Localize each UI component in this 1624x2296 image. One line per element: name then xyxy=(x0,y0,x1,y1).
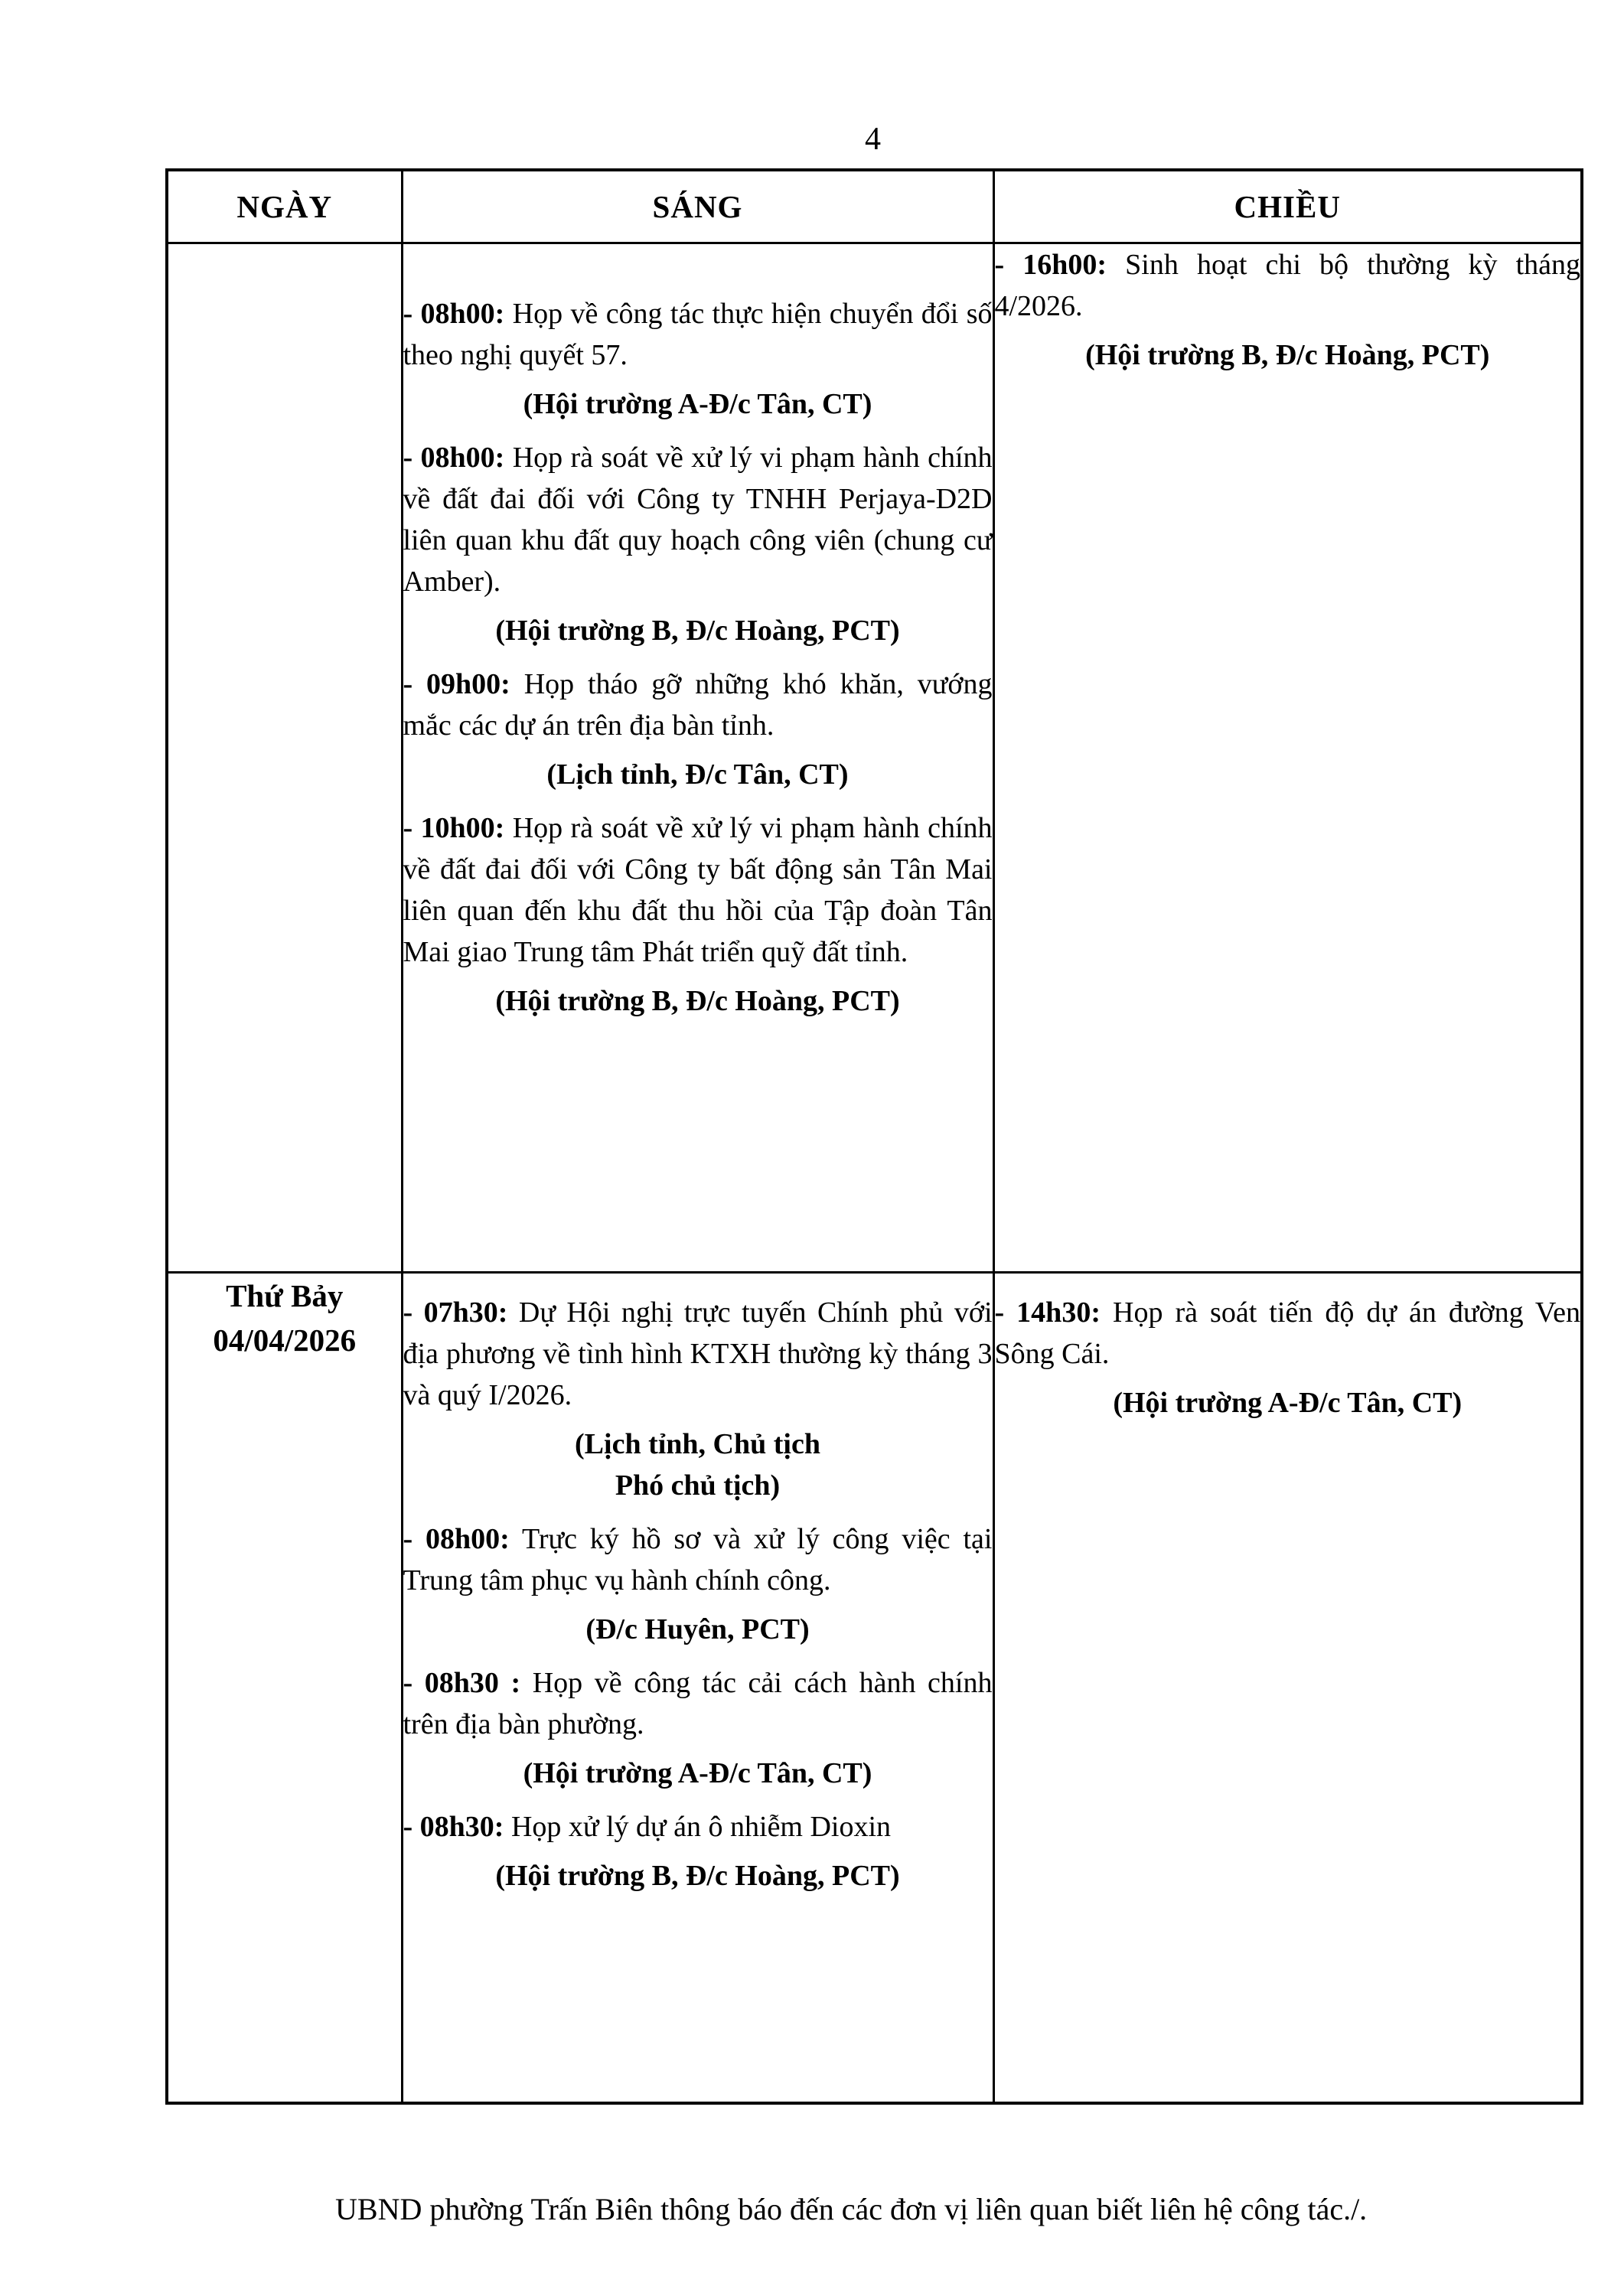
morning-cell-row1 xyxy=(402,243,993,1273)
schedule-entry xyxy=(995,1292,1581,1424)
entry-time: - 08h30 : xyxy=(403,1667,521,1699)
schedule-entry xyxy=(403,1292,993,1506)
entry-time: - 08h00: xyxy=(403,1523,510,1555)
entry-time: - 08h00: xyxy=(403,442,505,474)
morning-cell-row2 xyxy=(402,1273,993,2104)
entry-text: Họp rà soát tiến độ dự án đường Ven Sông Cái. xyxy=(994,1296,1581,1370)
venue-line: (Hội trường B, Đ/c Hoàng, PCT) xyxy=(495,615,900,647)
venue-line: (Lịch tỉnh, Đ/c Tân, CT) xyxy=(546,758,849,791)
entry-text: Họp rà soát về xử lý vi phạm hành chính về đất đai đối với Công ty TNHH Perjaya-D2D liên quan khu đất quy hoạch công viên (chung cư Amber). xyxy=(403,442,993,598)
schedule-entry xyxy=(995,244,1581,376)
entry-body xyxy=(403,293,993,376)
venue-line: Phó chủ tịch) xyxy=(615,1469,781,1502)
entry-body xyxy=(403,664,993,746)
venue-line: (Đ/c Huyên, PCT) xyxy=(585,1613,810,1645)
entry-body xyxy=(403,437,993,602)
schedule-entry xyxy=(403,807,993,1022)
entry-time: - 07h30: xyxy=(403,1296,508,1329)
entry-time: - 08h30: xyxy=(403,1811,504,1843)
entry-time: - 08h00: xyxy=(403,298,505,330)
schedule-entry xyxy=(403,1806,993,1896)
date-cell xyxy=(167,1273,402,2104)
entry-time: - 16h00: xyxy=(994,249,1107,281)
column-header-sang: SÁNG xyxy=(402,170,993,243)
venue-line: (Hội trường B, Đ/c Hoàng, PCT) xyxy=(495,1860,900,1892)
venue-line: (Hội trường A-Đ/c Tân, CT) xyxy=(1113,1387,1463,1419)
entry-time: - 10h00: xyxy=(403,812,505,844)
entry-body xyxy=(403,1662,993,1745)
date-line-weekday: Thứ Bảy xyxy=(226,1278,344,1313)
page-number: 4 xyxy=(865,122,881,157)
entry-text: Họp tháo gỡ những khó khăn, vướng mắc các dự án trên địa bàn tỉnh. xyxy=(403,668,993,742)
column-header-chieu: CHIỀU xyxy=(993,170,1582,243)
table-row-1 xyxy=(167,243,1582,1273)
entry-text: Họp xử lý dự án ô nhiễm Dioxin xyxy=(510,1811,892,1843)
entry-text: Dự Hội nghị trực tuyến Chính phủ với địa phương về tình hình KTXH thường kỳ tháng 3 và quý I/2026. xyxy=(403,1296,993,1411)
entry-body xyxy=(995,244,1581,327)
entry-body xyxy=(403,1806,993,1848)
schedule-table xyxy=(165,168,1583,2105)
column-header-ngay: NGÀY xyxy=(167,170,402,243)
schedule-entry xyxy=(403,1662,993,1794)
entry-text: Họp về công tác cải cách hành chính trên địa bàn phường. xyxy=(403,1667,993,1740)
table-row-2 xyxy=(167,1273,1582,2104)
entry-body xyxy=(995,1292,1581,1375)
entry-time: - 09h00: xyxy=(403,668,510,700)
table-header-row xyxy=(167,170,1582,243)
entry-body xyxy=(403,1292,993,1416)
footer-note: UBND phường Trấn Biên thông báo đến các đơn vị liên quan biết liên hệ công tác./. xyxy=(335,2192,1368,2226)
venue-line: (Hội trường A-Đ/c Tân, CT) xyxy=(523,388,872,420)
entry-text: Họp về công tác thực hiện chuyển đổi số theo nghị quyết 57. xyxy=(403,298,993,371)
schedule-entry xyxy=(403,1518,993,1650)
entry-text: Trực ký hồ sơ và xử lý công việc tại Trung tâm phục vụ hành chính công. xyxy=(403,1523,993,1596)
entry-body xyxy=(403,807,993,973)
date-cell-empty xyxy=(167,243,402,1273)
entry-text: Họp rà soát về xử lý vi phạm hành chính về đất đai đối với Công ty bất động sản Tân Mai liên quan đến khu đất thu hồi của Tập đoàn Tân Mai giao Trung tâm Phát triển quỹ đất tỉnh. xyxy=(403,812,993,968)
entry-body xyxy=(403,1518,993,1601)
venue-line: (Hội trường B, Đ/c Hoàng, PCT) xyxy=(1085,339,1490,371)
afternoon-cell-row2 xyxy=(993,1273,1582,2104)
venue-line: (Lịch tỉnh, Chủ tịch xyxy=(575,1428,820,1460)
afternoon-cell-row1 xyxy=(993,243,1582,1273)
schedule-entry xyxy=(403,437,993,651)
schedule-entry xyxy=(403,664,993,795)
date-line-date: 04/04/2026 xyxy=(213,1322,357,1358)
venue-line: (Hội trường B, Đ/c Hoàng, PCT) xyxy=(495,985,900,1017)
venue-line: (Hội trường A-Đ/c Tân, CT) xyxy=(523,1757,872,1789)
entry-text: Sinh hoạt chi bộ thường kỳ tháng 4/2026. xyxy=(994,249,1580,322)
entry-time: - 14h30: xyxy=(994,1296,1101,1329)
schedule-entry xyxy=(403,293,993,425)
